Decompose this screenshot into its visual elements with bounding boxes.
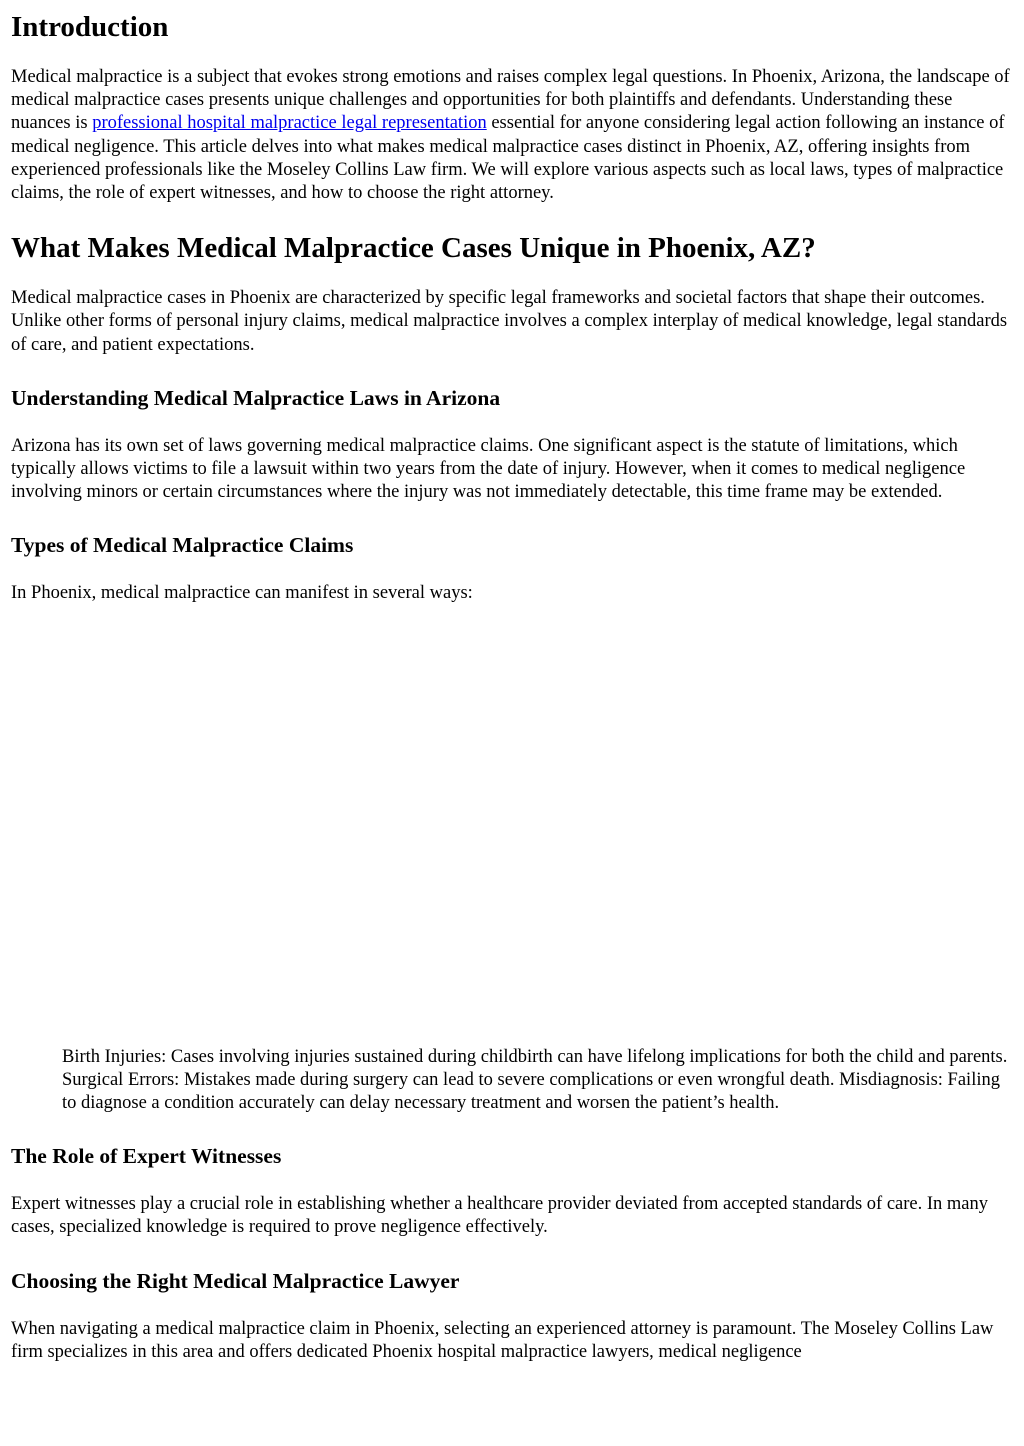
types-heading: Types of Medical Malpractice Claims — [11, 533, 354, 558]
legal-representation-link[interactable]: professional hospital malpractice legal representation — [92, 113, 487, 134]
lawyer-paragraph: When navigating a medical malpractice claim in Phoenix, selecting an experienced attorney is paramount. The Moseley Collins Law firm specializes in this area and offers dedicated Phoenix hospital malpractice lawyers, medical negligence — [11, 1318, 994, 1362]
unique-heading: What Makes Medical Malpractice Cases Unique in Phoenix, AZ? — [11, 232, 816, 265]
intro-text-after-link: essential for anyone considering legal action following an instance of medical negligence. This article delves into what makes medical malpractice cases distinct in Phoenix, AZ, offering insights from experienced professionals like the Moseley Collins Law firm. We will explore various aspects such as local laws, types of malpractice claims, the role of expert witnesses, and how to choose the right attorney. — [11, 113, 1005, 204]
intro-paragraph — [11, 66, 1013, 205]
laws-paragraph: Arizona has its own set of laws governing medical malpractice claims. One significant aspect is the statute of limitations, which typically allows victims to file a lawsuit within two years from the date of injury. However, when it comes to medical negligence involving minors or certain circumstances where the injury was not immediately detectable, this time frame may be extended. — [11, 435, 966, 503]
experts-heading: The Role of Expert Witnesses — [11, 1144, 282, 1169]
claims-list: Birth Injuries: Cases involving injuries sustained during childbirth can have lifelong implications for both the child and parents. Surgical Errors: Mistakes made during surgery can lead to severe complications or even wrongful death. Misdiagnosis: Failing to diagnose a condition accurately can delay necessary treatment and worsen the patient’s health. — [62, 1046, 1008, 1114]
laws-heading: Understanding Medical Malpractice Laws in Arizona — [11, 385, 501, 410]
intro-text-before-link: Medical malpractice is a subject that evokes strong emotions and raises complex legal questions. In Phoenix, Arizona, the landscape of medical malpractice cases presents unique challenges and opportunities for both plaintiffs and defendants. Understanding these nuances is — [11, 67, 1010, 134]
unique-paragraph: Medical malpractice cases in Phoenix are characterized by specific legal frameworks and societal factors that shape their outcomes. Unlike other forms of personal injury claims, medical malpractice involves a complex interplay of medical knowledge, legal standards of care, and patient expectations. — [11, 288, 1008, 355]
lawyer-heading: Choosing the Right Medical Malpractice Lawyer — [11, 1268, 460, 1293]
experts-paragraph: Expert witnesses play a crucial role in establishing whether a healthcare provider deviated from accepted standards of care. In many cases, specialized knowledge is required to prove negligence effectively. — [11, 1194, 989, 1238]
types-paragraph: In Phoenix, medical malpractice can manifest in several ways: — [11, 583, 473, 604]
intro-heading: Introduction — [11, 11, 169, 43]
blank-image-area — [11, 606, 1013, 1046]
